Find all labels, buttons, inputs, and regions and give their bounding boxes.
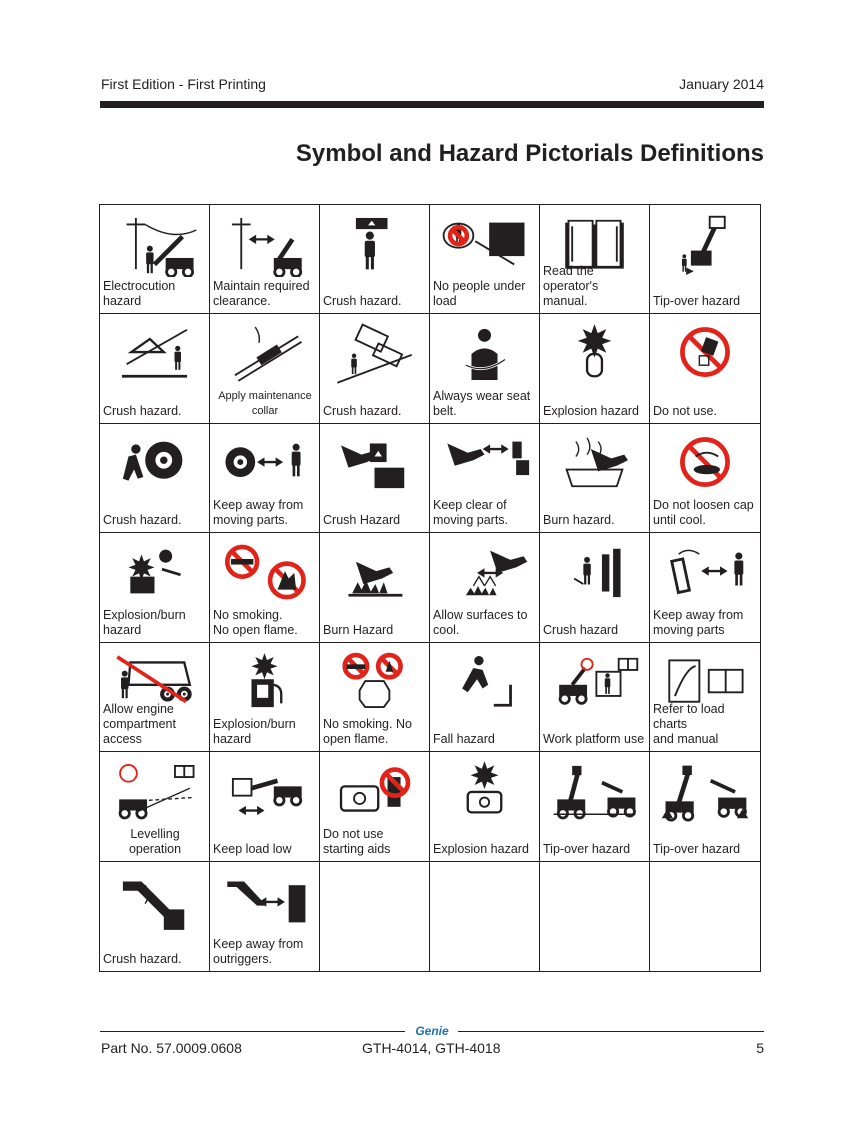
pictorial-cell-no-people-under-load [430, 205, 540, 314]
do-not-use-icon [658, 320, 752, 386]
pictorial-label: Tip-over hazard [653, 841, 741, 856]
battery-explosion-icon [108, 539, 201, 605]
pictorial-cell-load-chart [650, 643, 760, 752]
no-starting-aid-icon [328, 758, 421, 824]
footer-models: GTH-4014, GTH-4018 [362, 1040, 501, 1056]
pictorial-cell-crush-hand [320, 424, 430, 533]
empty-cell [320, 862, 430, 971]
pictorial-cell-tip-over-slope [650, 752, 760, 861]
pictorial-cell-engine-access [100, 643, 210, 752]
pictorial-label: Burn Hazard [323, 622, 394, 637]
pictorial-label: Keep away from outriggers. [213, 937, 304, 966]
pictorial-label: Do not loosen cap until cool. [653, 498, 754, 528]
empty-cell [540, 862, 650, 971]
pictorial-cell-rollover [320, 314, 430, 423]
pictorial-label: Keep away from moving parts. [213, 498, 304, 528]
pictorial-label: Explosion/burn hazard [103, 607, 186, 637]
fuel-explosion-icon [218, 649, 311, 715]
pictorial-label: Fall hazard [433, 732, 495, 747]
pictorial-label: Crush Hazard [323, 513, 401, 528]
pictorial-cell-do-not-use [650, 314, 760, 423]
pictorial-label: Crush hazard. [103, 403, 182, 418]
pictorial-cell-keep-away-wheel [210, 424, 320, 533]
pictorial-label: No smoking. No open flame. [213, 607, 298, 637]
pictorial-label: Levelling operation [128, 826, 182, 856]
tip-over-slope-icon [658, 758, 752, 824]
pictorial-grid [99, 204, 761, 972]
pictorial-cell-levelling [100, 752, 210, 861]
pictorial-cell-keep-clear-hand [430, 424, 540, 533]
header-date: January 2014 [679, 76, 764, 92]
pictorial-label: Apply maintenance collar [218, 389, 312, 417]
empty-cell [430, 862, 540, 971]
pictorial-label: Electrocution hazard [103, 279, 176, 309]
pictorial-cell-tip-over-boom [540, 752, 650, 861]
work-platform-icon [548, 649, 641, 715]
pictorial-cell-hot-surface [430, 533, 540, 642]
pictorial-cell-work-platform [540, 643, 650, 752]
footer-rule-right [458, 1031, 764, 1032]
pictorial-label: Tip-over hazard [543, 841, 631, 856]
pictorial-label: Keep load low [213, 841, 292, 856]
pictorial-cell-load-low [210, 752, 320, 861]
crush-wall-icon [548, 539, 641, 605]
crush-boom-icon [108, 320, 201, 386]
pictorial-label: Do not use. [653, 403, 717, 418]
pictorial-cell-battery-explosion [100, 533, 210, 642]
pictorial-label: Crush hazard. [323, 403, 402, 418]
tip-over-boom-icon [548, 758, 641, 824]
maintenance-collar-icon [218, 320, 311, 386]
load-low-icon [218, 758, 311, 824]
header-edition: First Edition - First Printing [101, 76, 266, 92]
pictorial-label: Keep away from moving parts [653, 607, 744, 637]
footer-page-number: 5 [756, 1040, 764, 1056]
pictorial-label: Crush hazard. [323, 294, 402, 309]
tip-over-icon [658, 211, 752, 277]
wheel-crush-icon [108, 430, 201, 496]
pictorial-label: Allow surfaces to cool. [433, 607, 528, 637]
page-title: Symbol and Hazard Pictorials Definitions [295, 140, 764, 167]
pictorial-label: No smoking. No open flame. [323, 717, 412, 747]
pictorial-cell-no-starting-aid [320, 752, 430, 861]
pictorial-label: Work platform use [543, 732, 645, 747]
footer-rule-left [100, 1031, 405, 1032]
pictorial-cell-manual-book [540, 205, 650, 314]
pictorial-label: Do not use starting aids [323, 826, 391, 856]
pictorial-cell-explosion-engine [430, 752, 540, 861]
no-smoking-flame-icon [218, 539, 311, 605]
pictorial-cell-falling-load [320, 205, 430, 314]
pictorial-cell-no-loosen-cap [650, 424, 760, 533]
keep-away-outrigger-icon [218, 868, 311, 934]
pictorial-cell-fall [430, 643, 540, 752]
pictorial-cell-no-smoking-flame [210, 533, 320, 642]
pictorial-label: Keep clear of moving parts. [433, 498, 509, 528]
outrigger-crush-icon [108, 868, 201, 934]
fall-icon [438, 649, 531, 715]
pictorial-label: Explosion/burn hazard [213, 717, 296, 747]
no-loosen-cap-icon [658, 430, 752, 496]
pictorial-cell-keep-away-boom [650, 533, 760, 642]
burn-hand-icon [548, 430, 641, 496]
clearance-icon [218, 211, 311, 277]
pictorial-cell-burn-hand-flame [320, 533, 430, 642]
footer-part-number: Part No. 57.0009.0608 [101, 1040, 242, 1056]
keep-away-boom-icon [658, 539, 752, 605]
pictorial-label: Refer to load charts and manual [653, 702, 725, 747]
pictorial-cell-seat-belt [430, 314, 540, 423]
electrocution-icon [108, 211, 201, 277]
pictorial-cell-crush-wall [540, 533, 650, 642]
pictorial-label: Allow engine compartment access [103, 702, 176, 747]
explosion-battery-icon [548, 320, 641, 386]
pictorial-label: Always wear seat belt. [433, 388, 531, 418]
pictorial-cell-crush-boom [100, 314, 210, 423]
pictorial-label: Crush hazard. [103, 952, 182, 966]
hot-surface-icon [438, 539, 531, 605]
pictorial-label: Explosion hazard [543, 403, 639, 418]
seat-belt-icon [438, 320, 531, 386]
pictorial-cell-fuel-explosion [210, 643, 320, 752]
pictorial-label: Crush hazard [543, 622, 619, 637]
pictorial-cell-outrigger-crush [100, 862, 210, 971]
pictorial-label: Crush hazard. [103, 513, 182, 528]
pictorial-cell-tip-over [650, 205, 760, 314]
burn-hand-flame-icon [328, 539, 421, 605]
levelling-icon [108, 758, 201, 824]
pictorial-cell-electrocution [100, 205, 210, 314]
pictorial-label: Read the operator's manual. [543, 264, 599, 309]
header-rule [100, 101, 764, 108]
pictorial-label: Maintain required clearance. [213, 279, 310, 309]
pictorial-label: Explosion hazard [433, 841, 529, 856]
pictorial-cell-burn-hand [540, 424, 650, 533]
crush-hand-icon [328, 430, 421, 496]
pictorial-label: No people under load [433, 279, 526, 309]
pictorial-label: Burn hazard. [543, 513, 615, 528]
rollover-icon [328, 320, 421, 386]
footer-logo: Genie [415, 1024, 449, 1038]
pictorial-cell-wheel-crush [100, 424, 210, 533]
keep-clear-hand-icon [438, 430, 531, 496]
empty-cell [650, 862, 760, 971]
pictorial-cell-keep-away-outrigger [210, 862, 320, 971]
pictorial-cell-clearance [210, 205, 320, 314]
pictorial-cell-explosion-battery [540, 314, 650, 423]
no-smoking-stop-icon [328, 649, 421, 715]
keep-away-wheel-icon [218, 430, 311, 496]
explosion-engine-icon [438, 758, 531, 824]
pictorial-label: Tip-over hazard [653, 294, 741, 309]
pictorial-cell-maintenance-collar [210, 314, 320, 423]
falling-load-icon [328, 211, 421, 277]
no-people-under-load-icon [438, 211, 531, 277]
pictorial-cell-no-smoking-stop [320, 643, 430, 752]
